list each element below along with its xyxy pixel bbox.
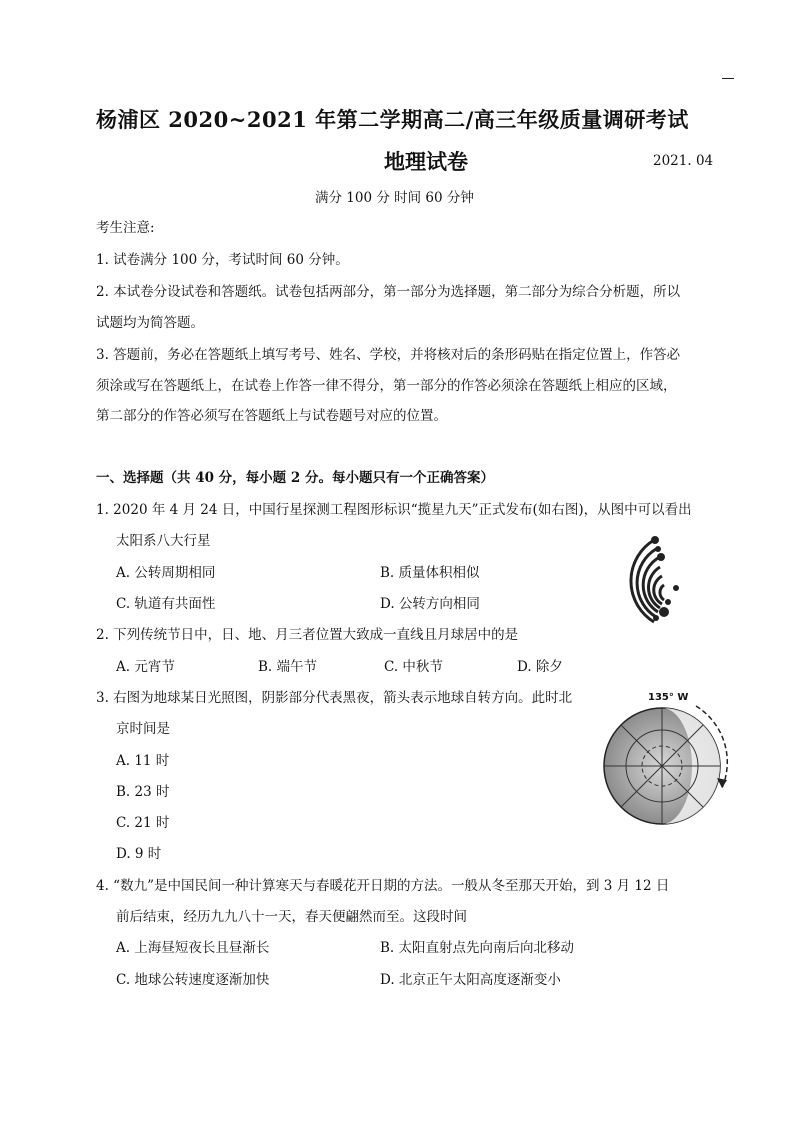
q3-option-d: D. 9 时 [116, 846, 162, 862]
page-corner-dash [722, 78, 734, 79]
q1-option-c: C. 轨道有共面性 [116, 596, 216, 612]
q1-option-a: A. 公转周期相同 [116, 565, 216, 581]
q3-option-a: A. 11 时 [116, 753, 170, 769]
q1-stem: 太阳系八大行星 [116, 533, 211, 549]
q4-option-d: D. 北京正午太阳高度逐渐变小 [380, 972, 561, 988]
q1-stem: 1. 2020 年 4 月 24 日，中国行星探测工程图形标识“揽星九天”正式发布(如右图)，从图中可以看出 [96, 502, 692, 518]
notice-item: 1. 试卷满分 100 分，考试时间 60 分钟。 [96, 252, 349, 268]
q4-stem: 4. “数九”是中国民间一种计算寒天与春暖花开日期的方法。一般从冬至那天开始，到 3 月 12 日 [96, 878, 670, 894]
notice-item: 3. 答题前，务必在答题纸上填写考号、姓名、学校，并将核对后的条形码贴在指定位置上，作答必 [96, 347, 681, 363]
notice-item: 2. 本试卷分设试卷和答题纸。试卷包括两部分，第一部分为选择题，第二部分为综合分析题，所以 [96, 284, 681, 300]
notice-item: 须涂或写在答题纸上，在试卷上作答一律不得分，第一部分的作答必须涂在答题纸上相应的区域， [96, 378, 677, 394]
score-time: 满分 100 分 时间 60 分钟 [315, 190, 474, 206]
q2-option-b: B. 端午节 [258, 659, 318, 675]
q3-option-b: B. 23 时 [116, 784, 170, 800]
notice-heading: 考生注意: [96, 220, 155, 236]
q4-option-c: C. 地球公转速度逐渐加快 [116, 972, 270, 988]
q4-stem: 前后结束，经历九九八十一天，春天便翩然而至。这段时间 [116, 909, 467, 925]
q3-stem: 3. 右图为地球某日光照图，阴影部分代表黑夜，箭头表示地球自转方向。此时北 [96, 690, 573, 706]
planet-orbits-logo [598, 530, 702, 628]
notice-item: 试题均为简答题。 [96, 315, 204, 331]
q3-stem: 京时间是 [116, 721, 170, 737]
section-heading: 一、选择题（共 40 分，每小题 2 分。每小题只有一个正确答案） [96, 470, 494, 486]
q2-option-d: D. 除夕 [517, 659, 563, 675]
exam-title: 杨浦区 2020~2021 年第二学期高二/高三年级质量调研考试 [96, 107, 689, 132]
exam-subtitle: 地理试卷 [384, 149, 468, 174]
q2-option-c: C. 中秋节 [384, 659, 443, 675]
q3-figure-label: 135° W [648, 692, 689, 703]
q1-option-b: B. 质量体积相似 [380, 565, 480, 581]
q3-option-c: C. 21 时 [116, 815, 170, 831]
exam-date: 2021. 04 [653, 153, 714, 169]
q1-option-d: D. 公转方向相同 [380, 596, 480, 612]
notice-item: 第二部分的作答必须写在答题纸上与试卷题号对应的位置。 [96, 408, 447, 424]
earth-illumination-diagram [596, 698, 732, 830]
q4-option-a: A. 上海昼短夜长且昼渐长 [116, 940, 270, 956]
q4-option-b: B. 太阳直射点先向南后向北移动 [380, 940, 575, 956]
q2-stem: 2. 下列传统节日中，日、地、月三者位置大致成一直线且月球居中的是 [96, 627, 519, 643]
q2-option-a: A. 元宵节 [116, 659, 175, 675]
